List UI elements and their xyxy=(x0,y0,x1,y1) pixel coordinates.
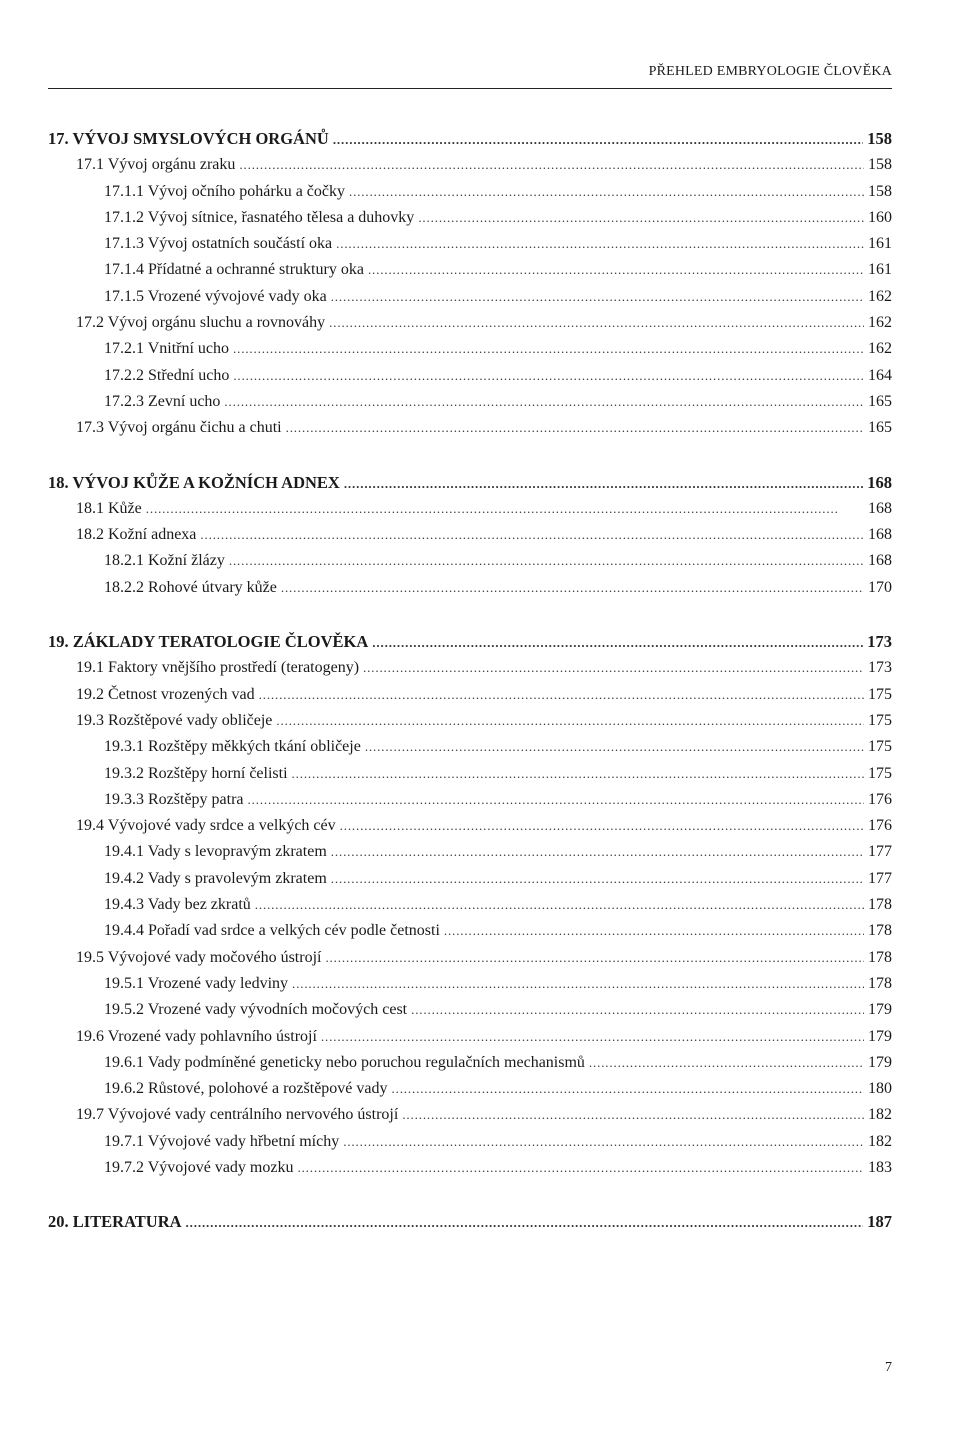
toc-entry xyxy=(48,971,892,997)
toc-entry-title: 18.2.2 Rohové útvary kůže xyxy=(104,578,277,596)
toc-entry-page: 173 xyxy=(867,632,892,652)
toc-entry-page: 177 xyxy=(868,869,892,887)
dot-leader xyxy=(248,787,864,813)
toc-entry xyxy=(48,575,892,601)
toc-entry-page: 173 xyxy=(868,659,892,677)
dot-leader xyxy=(331,284,864,310)
toc-entry-page: 168 xyxy=(867,472,892,492)
toc-section xyxy=(48,1209,892,1235)
toc-entry xyxy=(48,708,892,734)
toc-entry-title: 19.7.2 Vývojové vady mozku xyxy=(104,1158,294,1176)
toc-entry-page: 175 xyxy=(868,738,892,756)
toc-entry xyxy=(48,257,892,283)
table-of-contents xyxy=(48,126,892,1264)
dot-leader xyxy=(411,997,864,1023)
toc-entry xyxy=(48,813,892,839)
toc-entry-title: 19.4.1 Vady s levopravým zkratem xyxy=(104,843,327,861)
toc-entry-page: 160 xyxy=(868,208,892,226)
toc-entry-title: 19.5.2 Vrozené vady vývodních močových cest xyxy=(104,1001,408,1019)
toc-entry-page: 182 xyxy=(868,1106,892,1124)
toc-entry-page: 179 xyxy=(868,1053,892,1071)
dot-leader xyxy=(331,866,864,892)
dot-leader xyxy=(368,257,864,283)
toc-entry-page: 178 xyxy=(868,922,892,940)
toc-entry-title: 19.7.1 Vývojové vady hřbetní míchy xyxy=(104,1132,340,1150)
toc-entry-title: 17.2.1 Vnitřní ucho xyxy=(104,340,230,358)
dot-leader xyxy=(444,918,864,944)
toc-entry-page: 179 xyxy=(868,1001,892,1019)
toc-entry-page: 158 xyxy=(868,156,892,174)
toc-entry xyxy=(48,231,892,257)
dot-leader xyxy=(363,655,864,681)
dot-leader xyxy=(333,127,863,153)
toc-entry-title: 19.7 Vývojové vady centrálního nervového ústrojí xyxy=(76,1106,399,1124)
dot-leader xyxy=(336,231,864,257)
dot-leader xyxy=(418,205,864,231)
dot-leader xyxy=(372,630,863,656)
dot-leader xyxy=(365,734,864,760)
toc-section xyxy=(48,126,892,442)
dot-leader xyxy=(344,471,863,497)
toc-entry xyxy=(48,284,892,310)
toc-entry-page: 175 xyxy=(868,764,892,782)
toc-entry-page: 164 xyxy=(868,366,892,384)
toc-entry-page: 175 xyxy=(868,711,892,729)
toc-entry xyxy=(48,152,892,178)
toc-entry xyxy=(48,548,892,574)
toc-entry xyxy=(48,179,892,205)
toc-entry-page: 158 xyxy=(867,129,892,148)
toc-chapter-entry xyxy=(48,470,892,496)
toc-entry-page: 176 xyxy=(868,790,892,808)
toc-entry-title: 19.6.2 Růstové, polohové a rozštěpové vady xyxy=(104,1080,388,1098)
toc-entry-title: 17.2.2 Střední ucho xyxy=(104,366,230,384)
toc-entry-title: 20. LITERATURA xyxy=(48,1212,182,1232)
toc-entry xyxy=(48,205,892,231)
toc-entry-title: 18.2.1 Kožní žlázy xyxy=(104,552,225,570)
dot-leader xyxy=(239,152,864,178)
toc-entry xyxy=(48,389,892,415)
toc-chapter-entry xyxy=(48,126,892,152)
page-number: 7 xyxy=(885,1360,892,1375)
toc-entry-title: 17.1.2 Vývoj sítnice, řasnatého tělesa a duhovky xyxy=(104,208,415,226)
toc-entry-title: 19.1 Faktory vnějšího prostředí (teratogeny) xyxy=(76,659,360,677)
toc-entry xyxy=(48,1024,892,1050)
dot-leader xyxy=(200,522,864,548)
toc-entry xyxy=(48,655,892,681)
toc-entry-title: 17.1 Vývoj orgánu zraku xyxy=(76,156,236,174)
toc-entry-title: 19.3 Rozštěpové vady obličeje xyxy=(76,711,273,729)
dot-leader xyxy=(349,179,864,205)
toc-entry xyxy=(48,1155,892,1181)
toc-entry xyxy=(48,892,892,918)
toc-entry xyxy=(48,945,892,971)
dot-leader xyxy=(340,813,864,839)
toc-entry xyxy=(48,522,892,548)
toc-entry-page: 162 xyxy=(868,340,892,358)
header-rule xyxy=(48,88,892,89)
dot-leader xyxy=(233,336,864,362)
toc-entry xyxy=(48,997,892,1023)
toc-entry xyxy=(48,310,892,336)
toc-entry-title: 17.2 Vývoj orgánu sluchu a rovnováhy xyxy=(76,314,326,332)
toc-entry-title: 19.4.3 Vady bez zkratů xyxy=(104,896,251,914)
toc-entry-title: 19.6.1 Vady podmíněné geneticky nebo poruchou regulačních mechanismů xyxy=(104,1053,585,1071)
toc-entry xyxy=(48,363,892,389)
toc-entry-page: 168 xyxy=(868,499,892,517)
toc-entry-title: 18.2 Kožní adnexa xyxy=(76,526,197,544)
toc-entry xyxy=(48,1129,892,1155)
toc-entry-title: 19.5.1 Vrozené vady ledviny xyxy=(104,974,289,992)
toc-entry-title: 17.1.5 Vrozené vývojové vady oka xyxy=(104,287,327,305)
dot-leader xyxy=(292,761,864,787)
toc-entry-title: 19.4 Vývojové vady srdce a velkých cév xyxy=(76,817,336,835)
toc-entry-title: 19.3.3 Rozštěpy patra xyxy=(104,790,244,808)
dot-leader xyxy=(281,575,864,601)
dot-leader xyxy=(146,496,864,522)
toc-entry-page: 178 xyxy=(868,974,892,992)
dot-leader xyxy=(321,1024,864,1050)
dot-leader xyxy=(259,682,864,708)
toc-entry-title: 19.3.2 Rozštěpy horní čelisti xyxy=(104,764,288,782)
toc-entry-title: 17.1.4 Přídatné a ochranné struktury oka xyxy=(104,261,364,279)
dot-leader xyxy=(292,971,864,997)
toc-entry-page: 161 xyxy=(868,235,892,253)
dot-leader xyxy=(325,945,864,971)
toc-entry-title: 17.3 Vývoj orgánu čichu a chuti xyxy=(76,419,282,437)
toc-section xyxy=(48,629,892,1181)
toc-entry-page: 165 xyxy=(868,419,892,437)
toc-entry xyxy=(48,918,892,944)
toc-entry-page: 161 xyxy=(868,261,892,279)
toc-entry-title: 19. ZÁKLADY TERATOLOGIE ČLOVĚKA xyxy=(48,632,369,652)
toc-entry xyxy=(48,496,892,522)
toc-entry-title: 17.1.3 Vývoj ostatních součástí oka xyxy=(104,235,333,253)
toc-entry-title: 17. VÝVOJ SMYSLOVÝCH ORGÁNŮ xyxy=(48,129,329,148)
toc-entry-title: 19.6 Vrozené vady pohlavního ústrojí xyxy=(76,1027,317,1045)
toc-entry-page: 183 xyxy=(868,1158,892,1176)
toc-entry-page: 165 xyxy=(868,392,892,410)
toc-entry xyxy=(48,1050,892,1076)
toc-entry-page: 180 xyxy=(868,1080,892,1098)
toc-entry xyxy=(48,415,892,441)
dot-leader xyxy=(186,1210,864,1236)
toc-entry-page: 168 xyxy=(868,552,892,570)
toc-entry-title: 19.4.2 Vady s pravolevým zkratem xyxy=(104,869,327,887)
toc-entry-page: 177 xyxy=(868,843,892,861)
dot-leader xyxy=(329,310,864,336)
toc-entry-page: 175 xyxy=(868,685,892,703)
toc-entry xyxy=(48,866,892,892)
running-head: PŘEHLED EMBRYOLOGIE ČLOVĚKA xyxy=(648,64,892,79)
toc-entry-title: 18.1 Kůže xyxy=(76,499,142,517)
toc-entry xyxy=(48,1076,892,1102)
toc-entry-page: 176 xyxy=(868,817,892,835)
toc-entry xyxy=(48,787,892,813)
toc-section xyxy=(48,470,892,601)
toc-chapter-entry xyxy=(48,1209,892,1235)
dot-leader xyxy=(224,389,864,415)
toc-entry xyxy=(48,839,892,865)
dot-leader xyxy=(392,1076,865,1102)
toc-entry-page: 178 xyxy=(868,948,892,966)
toc-entry-title: 19.4.4 Pořadí vad srdce a velkých cév podle četnosti xyxy=(104,922,440,940)
toc-entry-page: 187 xyxy=(867,1212,892,1232)
dot-leader xyxy=(297,1155,864,1181)
dot-leader xyxy=(229,548,864,574)
toc-entry-title: 17.1.1 Vývoj očního pohárku a čočky xyxy=(104,182,345,200)
toc-entry-title: 17.2.3 Zevní ucho xyxy=(104,392,221,410)
toc-chapter-entry xyxy=(48,629,892,655)
dot-leader xyxy=(233,363,864,389)
toc-entry-title: 19.5 Vývojové vady močového ústrojí xyxy=(76,948,322,966)
toc-entry-page: 158 xyxy=(868,182,892,200)
toc-entry-page: 168 xyxy=(868,526,892,544)
dot-leader xyxy=(402,1102,864,1128)
toc-entry-title: 18. VÝVOJ KŮŽE A KOŽNÍCH ADNEX xyxy=(48,472,340,492)
toc-entry xyxy=(48,1102,892,1128)
dot-leader xyxy=(331,839,864,865)
dot-leader xyxy=(276,708,864,734)
toc-entry xyxy=(48,336,892,362)
dot-leader xyxy=(286,415,864,441)
toc-entry-page: 179 xyxy=(868,1027,892,1045)
toc-entry xyxy=(48,734,892,760)
toc-entry-page: 182 xyxy=(868,1132,892,1150)
toc-entry-page: 162 xyxy=(868,287,892,305)
dot-leader xyxy=(589,1050,864,1076)
toc-entry-page: 170 xyxy=(868,578,892,596)
toc-entry-title: 19.2 Četnost vrozených vad xyxy=(76,685,255,703)
toc-entry-title: 19.3.1 Rozštěpy měkkých tkání obličeje xyxy=(104,738,361,756)
dot-leader xyxy=(255,892,864,918)
toc-entry xyxy=(48,682,892,708)
dot-leader xyxy=(343,1129,864,1155)
toc-entry xyxy=(48,761,892,787)
toc-entry-page: 178 xyxy=(868,896,892,914)
toc-entry-page: 162 xyxy=(868,314,892,332)
